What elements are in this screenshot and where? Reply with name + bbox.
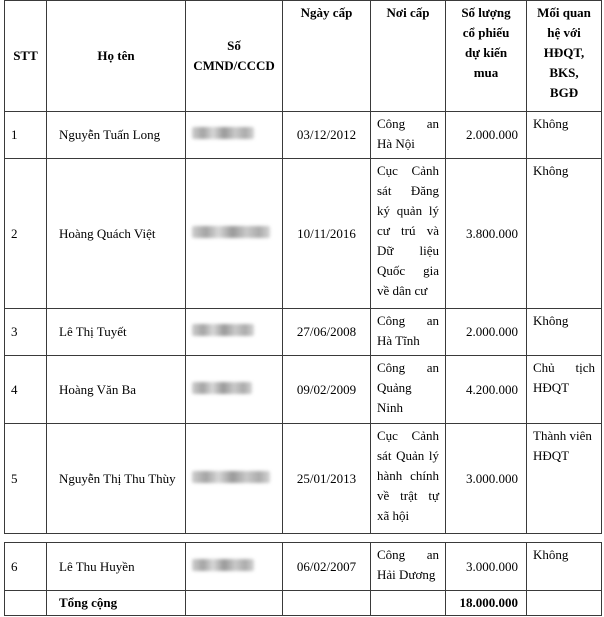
total-label: Tổng cộng: [47, 591, 186, 616]
row-date: 09/02/2009: [283, 356, 371, 424]
row-relation: [527, 159, 602, 309]
redacted-id-blur: [192, 226, 270, 238]
row-qty: 2.000.000: [446, 112, 527, 159]
row-date: 06/02/2007: [283, 543, 371, 591]
table-row: [5, 356, 602, 424]
redacted-id-blur: [192, 324, 254, 336]
row-stt: 2: [5, 159, 47, 309]
header-rel-line5: BGĐ: [549, 85, 579, 100]
header-qty-line2: cổ phiếu: [462, 25, 510, 40]
row-relation: [527, 424, 602, 534]
row-relation: [527, 356, 602, 424]
total-row: [5, 591, 602, 616]
total-stt-empty: [5, 591, 47, 616]
row-id-redacted: [186, 356, 283, 424]
redacted-id-blur: [192, 559, 254, 571]
table-row: [5, 112, 602, 159]
place-line: Cục Cảnh: [377, 163, 439, 178]
row-id-redacted: [186, 309, 283, 356]
row-relation: [527, 543, 602, 591]
place-line: sát Quản lý: [377, 448, 439, 463]
place-line: Dữ liệu: [377, 243, 439, 258]
place-line: xã hội: [377, 508, 410, 523]
row-date: 10/11/2016: [283, 159, 371, 309]
relation-line: Thành viên: [533, 428, 592, 443]
redacted-id-blur: [192, 471, 270, 483]
shareholder-table: [4, 0, 602, 616]
row-place: [371, 112, 446, 159]
total-qty: 18.000.000: [446, 591, 527, 616]
row-qty: 3.000.000: [446, 543, 527, 591]
header-id: [186, 1, 283, 112]
row-stt: 3: [5, 309, 47, 356]
table-gap: [5, 534, 602, 543]
row-id-redacted: [186, 112, 283, 159]
place-line: Công an: [377, 547, 439, 562]
place-line: Công an: [377, 360, 439, 375]
header-stt: STT: [5, 1, 47, 112]
header-rel-line1: Mối quan: [537, 5, 591, 20]
place-line: Hà Tĩnh: [377, 333, 420, 348]
place-line: Cục Cảnh: [377, 428, 439, 443]
relation-line: Không: [533, 547, 569, 562]
row-date: 25/01/2013: [283, 424, 371, 534]
place-line: sát Đăng: [377, 183, 439, 198]
row-date: 03/12/2012: [283, 112, 371, 159]
row-name: Hoàng Văn Ba: [47, 356, 186, 424]
row-name: Hoàng Quách Việt: [47, 159, 186, 309]
header-qty-line1: Số lượng: [461, 5, 511, 20]
header-date: Ngày cấp: [283, 1, 371, 112]
table-row: [5, 309, 602, 356]
header-relation: [527, 1, 602, 112]
row-qty: 3.000.000: [446, 424, 527, 534]
total-empty: [186, 591, 283, 616]
header-id-line1: Số: [227, 38, 241, 53]
row-place: [371, 543, 446, 591]
header-rel-line3: HĐQT,: [543, 45, 585, 60]
total-empty: [371, 591, 446, 616]
place-line: hành chính: [377, 468, 439, 483]
row-relation: [527, 112, 602, 159]
header-id-line2: CMND/CCCD: [193, 58, 275, 73]
place-line: về dân cư: [377, 283, 428, 298]
row-name: Lê Thị Tuyết: [47, 309, 186, 356]
row-name: Nguyễn Tuấn Long: [47, 112, 186, 159]
row-name: Nguyễn Thị Thu Thùy: [47, 424, 186, 534]
header-row: [5, 1, 602, 112]
row-id-redacted: [186, 424, 283, 534]
row-stt: 4: [5, 356, 47, 424]
place-line: Công an: [377, 116, 439, 131]
relation-line: Không: [533, 116, 569, 131]
header-rel-line2: hệ với: [547, 25, 581, 40]
relation-line: HĐQT: [533, 448, 570, 463]
relation-line: HĐQT: [533, 380, 570, 395]
total-empty: [283, 591, 371, 616]
row-id-redacted: [186, 543, 283, 591]
row-stt: 1: [5, 112, 47, 159]
redacted-id-blur: [192, 127, 254, 139]
place-line: ký quản lý: [377, 203, 439, 218]
relation-line: Không: [533, 313, 569, 328]
place-line: Công an: [377, 313, 439, 328]
total-empty: [527, 591, 602, 616]
relation-line: Chủ tịch: [533, 360, 595, 375]
relation-line: Không: [533, 163, 569, 178]
place-line: Hải Dương: [377, 567, 436, 582]
place-line: Quảng: [377, 380, 412, 395]
header-qty: [446, 1, 527, 112]
header-place: Nơi cấp: [371, 1, 446, 112]
row-place: [371, 309, 446, 356]
place-line: Hà Nội: [377, 136, 415, 151]
place-line: Quốc gia: [377, 263, 439, 278]
row-relation: [527, 309, 602, 356]
header-rel-line4: BKS,: [549, 65, 579, 80]
row-stt: 5: [5, 424, 47, 534]
header-name: Họ tên: [47, 1, 186, 112]
row-qty: 3.800.000: [446, 159, 527, 309]
place-line: Ninh: [377, 400, 403, 415]
header-qty-line4: mua: [473, 65, 499, 80]
row-name: Lê Thu Huyền: [47, 543, 186, 591]
place-line: về trật tự: [377, 488, 439, 503]
header-qty-line3: dự kiến: [464, 45, 508, 60]
row-place: [371, 424, 446, 534]
place-line: cư trú và: [377, 223, 439, 238]
row-qty: 2.000.000: [446, 309, 527, 356]
table-row: [5, 159, 602, 309]
row-place: [371, 356, 446, 424]
table-row: [5, 543, 602, 591]
row-qty: 4.200.000: [446, 356, 527, 424]
row-place: [371, 159, 446, 309]
row-id-redacted: [186, 159, 283, 309]
table-row: [5, 424, 602, 534]
row-stt: 6: [5, 543, 47, 591]
row-date: 27/06/2008: [283, 309, 371, 356]
redacted-id-blur: [192, 382, 252, 394]
